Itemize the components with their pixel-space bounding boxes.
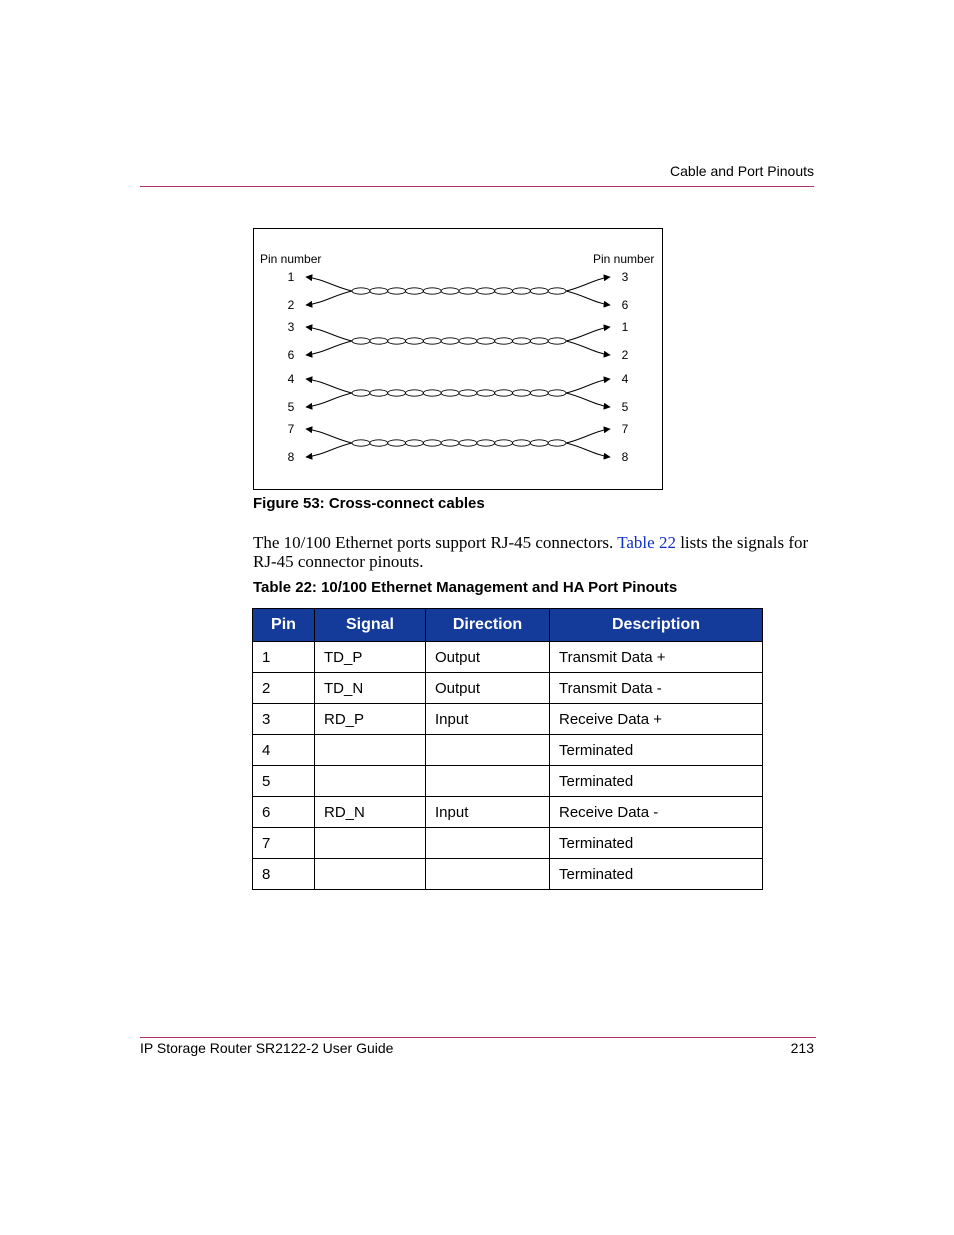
right-pin-label: 2 [621,348,629,362]
cell-signal [315,859,426,890]
wire-end [306,429,352,443]
wire-end [306,379,352,393]
cell-pin: 4 [253,735,315,766]
cell-description: Terminated [550,859,763,890]
cell-description: Terminated [550,828,763,859]
cell-pin: 7 [253,828,315,859]
twisted-pair-loop [513,440,531,446]
twisted-pair-loop [423,390,441,396]
cell-direction [426,859,550,890]
twisted-pair-loop [441,390,459,396]
header-signal: Signal [315,609,426,642]
cell-description: Terminated [550,766,763,797]
twisted-pair-loop [406,288,424,294]
wire-end [566,429,610,443]
twisted-pair-loop [352,390,370,396]
left-pin-label: 3 [287,320,295,334]
para-text-before: The 10/100 Ethernet ports support RJ-45 connectors. [253,533,618,552]
cell-pin: 6 [253,797,315,828]
header-pin: Pin [253,609,315,642]
twisted-pair-loop [548,338,566,344]
cell-direction: Input [426,704,550,735]
cell-pin: 8 [253,859,315,890]
cell-description: Terminated [550,735,763,766]
twisted-pair-loop [459,390,477,396]
pinout-table [252,608,763,890]
cross-connect-figure [253,228,663,490]
wire-end [306,327,352,341]
cell-signal [315,766,426,797]
twisted-pair-loop [370,440,388,446]
twisted-pair-loop [406,440,424,446]
twisted-pair-loop [477,288,495,294]
right-pin-label: 8 [621,450,629,464]
table-row [253,797,763,828]
cell-direction [426,766,550,797]
cell-signal: RD_N [315,797,426,828]
table-caption: Table 22: 10/100 Ethernet Management and HA Port Pinouts [253,579,678,596]
twisted-pair-loop [370,338,388,344]
right-pin-label: 3 [621,270,629,284]
right-pin-label: 5 [621,400,629,414]
table-row [253,859,763,890]
twisted-pair-loop [530,440,548,446]
cell-description: Transmit Data - [550,673,763,704]
wire-end [566,291,610,305]
twisted-pair-loop [459,338,477,344]
wire-end [306,277,352,291]
wire-end [566,393,610,407]
twisted-pair-loop [423,338,441,344]
left-pin-label: 8 [287,450,295,464]
cell-pin: 1 [253,642,315,673]
wire-end [306,341,352,355]
cell-signal: TD_N [315,673,426,704]
cell-description: Receive Data + [550,704,763,735]
table-row [253,766,763,797]
left-pin-label: 4 [287,372,295,386]
header-rule [140,186,814,187]
cell-signal: TD_P [315,642,426,673]
twisted-pair-loop [548,390,566,396]
cell-description: Transmit Data + [550,642,763,673]
twisted-pair-loop [388,390,406,396]
twisted-pair-loop [495,338,513,344]
twisted-pair-loop [495,288,513,294]
cell-direction: Output [426,673,550,704]
twisted-pair-loop [388,338,406,344]
twisted-pair-loop [423,440,441,446]
cell-direction: Output [426,642,550,673]
left-pin-label: 6 [287,348,295,362]
twisted-pair-loop [495,440,513,446]
twisted-pair-loop [388,288,406,294]
twisted-pair-loop [477,338,495,344]
page-number: 213 [790,1040,814,1056]
right-pin-label: 4 [621,372,629,386]
twisted-pair-loop [406,390,424,396]
left-pin-label: 2 [287,298,295,312]
twisted-pair-loop [423,288,441,294]
wire-end [566,379,610,393]
header-direction: Direction [426,609,550,642]
wire-end [306,393,352,407]
twisted-pair-loop [459,440,477,446]
cell-signal [315,828,426,859]
twisted-pair-loop [388,440,406,446]
twisted-pair-loop [530,338,548,344]
table-row [253,828,763,859]
twisted-pair-loop [352,288,370,294]
left-pin-number-heading: Pin number [260,252,322,266]
twisted-pair-loop [477,390,495,396]
table-row [253,642,763,673]
cell-description: Receive Data - [550,797,763,828]
cell-pin: 5 [253,766,315,797]
cell-pin: 2 [253,673,315,704]
right-pin-label: 1 [621,320,629,334]
footer-guide-title: IP Storage Router SR2122-2 User Guide [140,1040,394,1056]
twisted-pair-loop [370,288,388,294]
cell-signal [315,735,426,766]
wire-end [566,341,610,355]
twisted-pair-loop [530,288,548,294]
right-pin-label: 6 [621,298,629,312]
wire-end [306,443,352,457]
twisted-pair-loop [513,288,531,294]
figure-caption: Figure 53: Cross-connect cables [253,495,485,512]
wire-end [306,291,352,305]
table-22-link[interactable]: Table 22 [617,533,676,552]
twisted-pair-loop [513,338,531,344]
twisted-pair-loop [441,440,459,446]
intro-paragraph [253,533,818,571]
twisted-pair-loop [370,390,388,396]
twisted-pair-loop [441,288,459,294]
twisted-pair-loop [530,390,548,396]
twisted-pair-loop [352,338,370,344]
twisted-pair-loop [477,440,495,446]
left-pin-label: 7 [287,422,295,436]
table-header-row [253,609,763,642]
running-header: Cable and Port Pinouts [670,163,814,179]
twisted-pair-loop [352,440,370,446]
twisted-pair-loop [548,288,566,294]
twisted-pair-loop [406,338,424,344]
wire-end [566,277,610,291]
twisted-pair-loop [513,390,531,396]
right-pin-number-heading: Pin number [593,252,655,266]
table-row [253,673,763,704]
cross-connect-diagram [254,229,662,489]
footer-rule [140,1037,816,1038]
cell-signal: RD_P [315,704,426,735]
twisted-pair-loop [459,288,477,294]
header-description: Description [550,609,763,642]
cell-direction [426,735,550,766]
wire-end [566,327,610,341]
cell-pin: 3 [253,704,315,735]
table-row [253,704,763,735]
cell-direction: Input [426,797,550,828]
para-text-after: lists the signals for RJ-45 connector pinouts. [253,533,809,571]
cell-direction [426,828,550,859]
left-pin-label: 5 [287,400,295,414]
twisted-pair-loop [441,338,459,344]
left-pin-label: 1 [287,270,295,284]
twisted-pair-loop [495,390,513,396]
table-row [253,735,763,766]
wire-end [566,443,610,457]
right-pin-label: 7 [621,422,629,436]
twisted-pair-loop [548,440,566,446]
